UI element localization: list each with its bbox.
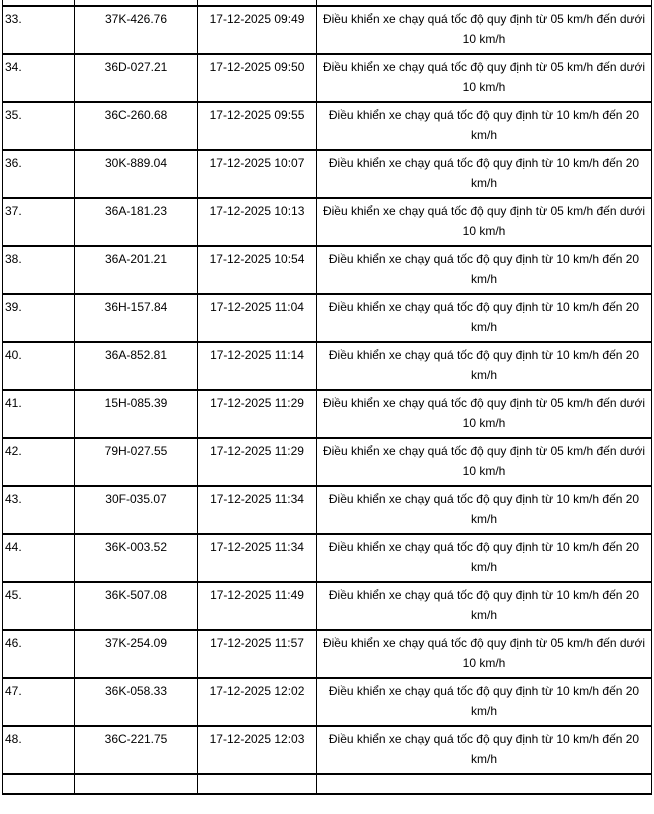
violation-description-cell: Điều khiển xe chạy quá tốc độ quy định từ 10 km/h đến 20 km/h	[317, 150, 652, 198]
violation-description-cell: Điều khiển xe chạy quá tốc độ quy định từ 10 km/h đến 20 km/h	[317, 582, 652, 630]
violation-datetime-cell: 17-12-2025 09:55	[198, 102, 317, 150]
violation-datetime-cell: 17-12-2025 10:13	[198, 198, 317, 246]
violation-datetime-cell: 17-12-2025 09:49	[198, 6, 317, 54]
license-plate-cell: 36K-507.08	[75, 582, 198, 630]
violation-datetime-cell: 17-12-2025 10:54	[198, 246, 317, 294]
violation-description-cell: Điều khiển xe chạy quá tốc độ quy định từ 10 km/h đến 20 km/h	[317, 726, 652, 774]
row-number-cell: 36.	[3, 150, 75, 198]
license-plate-cell: 30F-035.07	[75, 486, 198, 534]
license-plate-cell: 36A-201.21	[75, 246, 198, 294]
violation-datetime-cell: 17-12-2025 11:34	[198, 534, 317, 582]
violation-datetime-cell: 17-12-2025 12:02	[198, 678, 317, 726]
row-number-cell: 43.	[3, 486, 75, 534]
table-row	[3, 534, 652, 582]
row-number-cell: 38.	[3, 246, 75, 294]
row-number-cell: 40.	[3, 342, 75, 390]
table-row	[3, 150, 652, 198]
row-number-cell: 46.	[3, 630, 75, 678]
violation-datetime-cell: 17-12-2025 11:29	[198, 390, 317, 438]
violation-description-cell: Điều khiển xe chạy quá tốc độ quy định từ 10 km/h đến 20 km/h	[317, 342, 652, 390]
table-row	[3, 438, 652, 486]
partial-cell	[317, 774, 652, 794]
violation-description-cell: Điều khiển xe chạy quá tốc độ quy định từ 05 km/h đến dưới 10 km/h	[317, 630, 652, 678]
violation-datetime-cell: 17-12-2025 11:34	[198, 486, 317, 534]
violation-description-cell: Điều khiển xe chạy quá tốc độ quy định từ 10 km/h đến 20 km/h	[317, 246, 652, 294]
row-number-cell: 41.	[3, 390, 75, 438]
partial-row-bottom	[3, 774, 652, 794]
license-plate-cell: 36A-181.23	[75, 198, 198, 246]
violation-description-cell: Điều khiển xe chạy quá tốc độ quy định từ 10 km/h đến 20 km/h	[317, 294, 652, 342]
row-number-cell: 45.	[3, 582, 75, 630]
violation-description-cell: Điều khiển xe chạy quá tốc độ quy định từ 10 km/h đến 20 km/h	[317, 102, 652, 150]
row-number-cell: 37.	[3, 198, 75, 246]
violations-table	[2, 0, 652, 795]
row-number-cell: 48.	[3, 726, 75, 774]
violation-datetime-cell: 17-12-2025 12:03	[198, 726, 317, 774]
license-plate-cell: 36D-027.21	[75, 54, 198, 102]
violation-datetime-cell: 17-12-2025 11:49	[198, 582, 317, 630]
table-row	[3, 198, 652, 246]
license-plate-cell: 36H-157.84	[75, 294, 198, 342]
violation-description-cell: Điều khiển xe chạy quá tốc độ quy định từ 05 km/h đến dưới 10 km/h	[317, 390, 652, 438]
violation-description-cell: Điều khiển xe chạy quá tốc độ quy định từ 05 km/h đến dưới 10 km/h	[317, 438, 652, 486]
violation-description-cell: Điều khiển xe chạy quá tốc độ quy định từ 10 km/h đến 20 km/h	[317, 678, 652, 726]
table-row	[3, 342, 652, 390]
violation-datetime-cell: 17-12-2025 11:29	[198, 438, 317, 486]
table-row	[3, 486, 652, 534]
table-row	[3, 726, 652, 774]
table-row	[3, 582, 652, 630]
table-row	[3, 54, 652, 102]
partial-cell	[3, 774, 75, 794]
table-row	[3, 294, 652, 342]
license-plate-cell: 15H-085.39	[75, 390, 198, 438]
partial-cell	[198, 774, 317, 794]
license-plate-cell: 36C-260.68	[75, 102, 198, 150]
violation-description-cell: Điều khiển xe chạy quá tốc độ quy định từ 05 km/h đến dưới 10 km/h	[317, 6, 652, 54]
row-number-cell: 34.	[3, 54, 75, 102]
license-plate-cell: 37K-426.76	[75, 6, 198, 54]
license-plate-cell: 79H-027.55	[75, 438, 198, 486]
violation-datetime-cell: 17-12-2025 11:14	[198, 342, 317, 390]
violation-datetime-cell: 17-12-2025 11:57	[198, 630, 317, 678]
row-number-cell: 47.	[3, 678, 75, 726]
table-row	[3, 102, 652, 150]
license-plate-cell: 36K-003.52	[75, 534, 198, 582]
row-number-cell: 35.	[3, 102, 75, 150]
row-number-cell: 33.	[3, 6, 75, 54]
violations-table-body	[3, 0, 652, 794]
table-row	[3, 630, 652, 678]
table-row	[3, 6, 652, 54]
row-number-cell: 44.	[3, 534, 75, 582]
violation-description-cell: Điều khiển xe chạy quá tốc độ quy định từ 10 km/h đến 20 km/h	[317, 486, 652, 534]
violation-datetime-cell: 17-12-2025 10:07	[198, 150, 317, 198]
table-row	[3, 678, 652, 726]
violation-datetime-cell: 17-12-2025 11:04	[198, 294, 317, 342]
license-plate-cell: 36A-852.81	[75, 342, 198, 390]
license-plate-cell: 36K-058.33	[75, 678, 198, 726]
row-number-cell: 42.	[3, 438, 75, 486]
row-number-cell: 39.	[3, 294, 75, 342]
violation-description-cell: Điều khiển xe chạy quá tốc độ quy định từ 05 km/h đến dưới 10 km/h	[317, 198, 652, 246]
violation-description-cell: Điều khiển xe chạy quá tốc độ quy định từ 05 km/h đến dưới 10 km/h	[317, 54, 652, 102]
table-row	[3, 246, 652, 294]
table-row	[3, 390, 652, 438]
license-plate-cell: 37K-254.09	[75, 630, 198, 678]
license-plate-cell: 30K-889.04	[75, 150, 198, 198]
violation-description-cell: Điều khiển xe chạy quá tốc độ quy định từ 10 km/h đến 20 km/h	[317, 534, 652, 582]
partial-cell	[75, 774, 198, 794]
license-plate-cell: 36C-221.75	[75, 726, 198, 774]
violation-datetime-cell: 17-12-2025 09:50	[198, 54, 317, 102]
